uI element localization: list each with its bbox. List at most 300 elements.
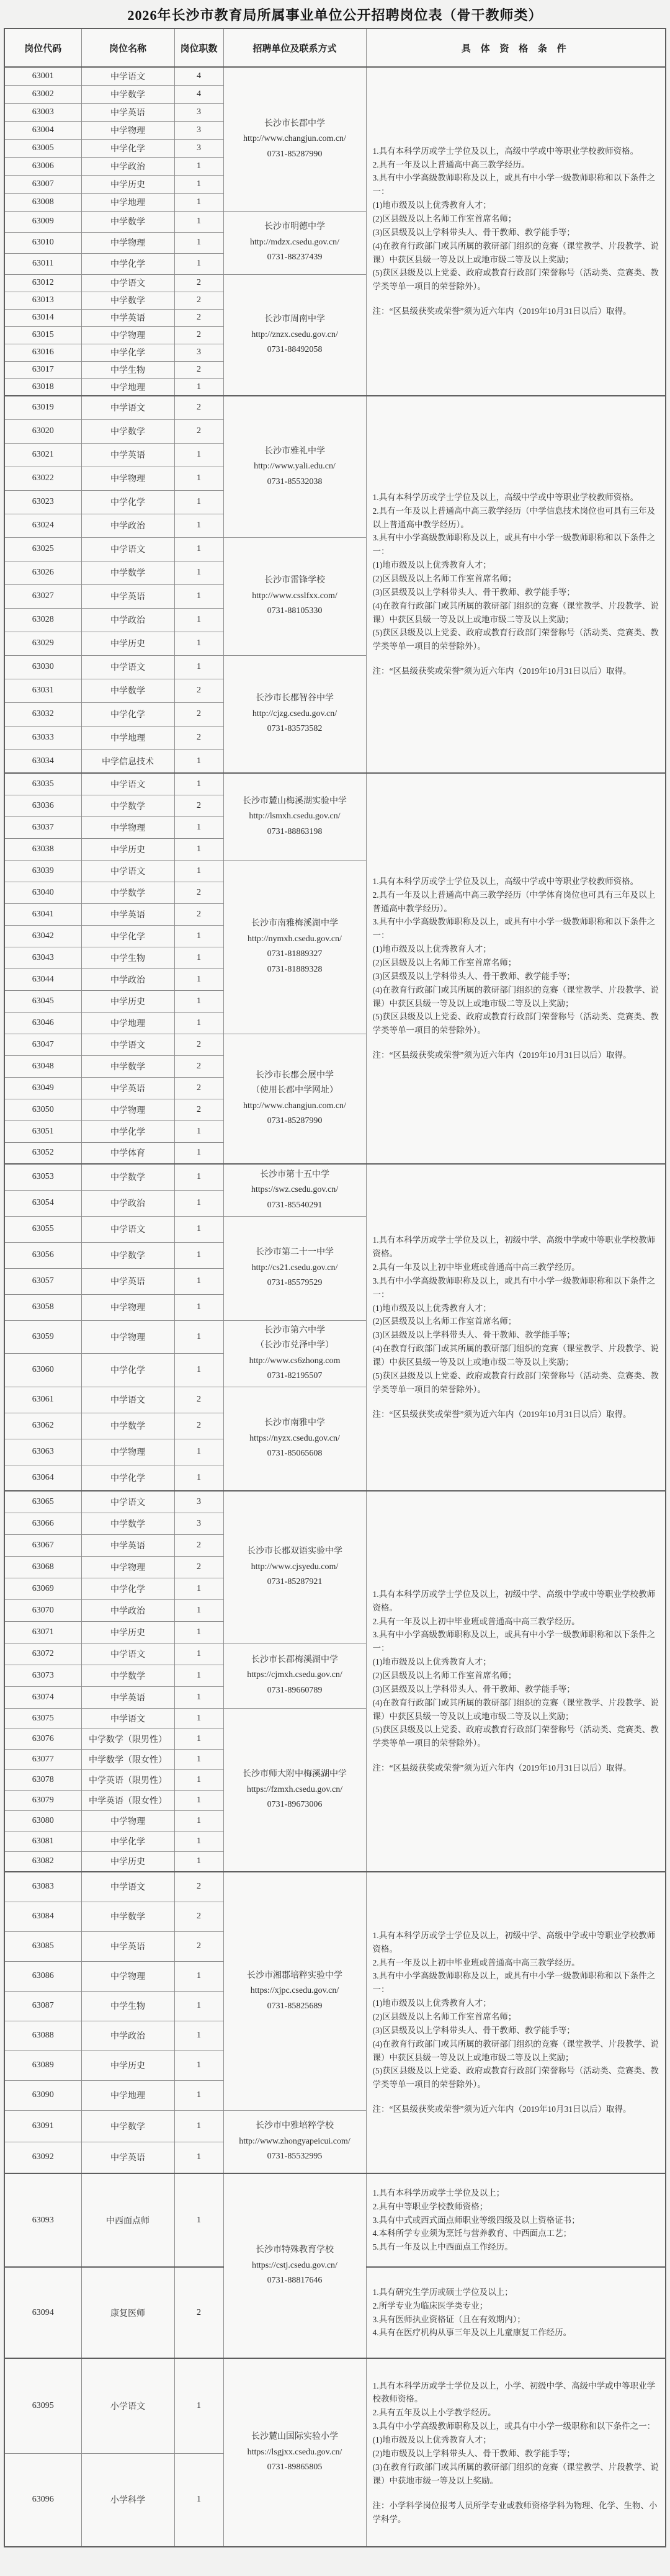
qual-spacer bbox=[373, 2487, 659, 2498]
position-name: 中学信息技术 bbox=[81, 749, 174, 773]
qual-line: (1)地市级及以上优秀教育人才； bbox=[372, 1657, 491, 1667]
position-count: 1 bbox=[174, 467, 223, 490]
position-code: 63030 bbox=[4, 655, 81, 679]
position-code: 63022 bbox=[4, 467, 81, 490]
qual-line: (2)区县级及以上名师工作室首席名师； bbox=[372, 1317, 517, 1326]
qual-line: (3)区县级及以上学科带头人、骨干教师、教学能手等； bbox=[372, 587, 575, 597]
school-url: http://cjzg.csedu.gov.cn/ bbox=[252, 709, 337, 718]
position-code: 63034 bbox=[4, 749, 81, 773]
position-count: 2 bbox=[174, 1387, 223, 1413]
position-count: 1 bbox=[174, 2142, 223, 2173]
position-count: 1 bbox=[174, 1465, 223, 1491]
school-name: 长沙市长郡会展中学 bbox=[256, 1070, 334, 1080]
position-code: 63064 bbox=[4, 1465, 81, 1491]
position-code: 63060 bbox=[4, 1354, 81, 1387]
position-name: 中学数学 bbox=[81, 679, 174, 702]
school-name: 长沙市第六中学 bbox=[264, 1325, 325, 1335]
position-name: 中学英语 bbox=[81, 1686, 174, 1708]
school-phone: 0731-88817646 bbox=[267, 2276, 323, 2286]
position-name: 中学政治 bbox=[81, 514, 174, 537]
position-count: 1 bbox=[174, 1790, 223, 1810]
position-code: 63045 bbox=[4, 990, 81, 1012]
position-code: 63039 bbox=[4, 860, 81, 882]
position-count: 1 bbox=[174, 2110, 223, 2142]
qual-line: (5)获区县级及以上党委、政府或教育行政部门荣誉称号（活动类、竞赛类、教学类等单一项目的荣誉除外）。 bbox=[372, 268, 659, 292]
qual-note: 注：小学科学岗位报考人员所学专业或教师资格学科为物理、化学、生物、小学科学。 bbox=[372, 2500, 658, 2524]
position-name: 中学物理 bbox=[81, 1439, 174, 1465]
position-count: 1 bbox=[174, 537, 223, 561]
qual-line: 1.具有本科学历或学士学位及以上，高级中学或中等职业学校教师资格。 bbox=[372, 146, 639, 156]
qual-line: 4.本科所学专业须为烹饪与营养教育、中西面点工艺； bbox=[372, 2229, 572, 2238]
school-phone: 0731-82195507 bbox=[267, 1371, 323, 1380]
position-name: 中学化学 bbox=[81, 702, 174, 726]
school-cell bbox=[223, 1216, 366, 1320]
school-name: （长沙市兑泽中学） bbox=[256, 1341, 334, 1350]
qual-line: (5)获区县级及以上党委、政府或教育行政部门荣誉称号（活动类、竞赛类、教学类等单一项目的荣誉除外）。 bbox=[372, 1725, 659, 1748]
school-url: http://www.changjun.com.cn/ bbox=[243, 134, 346, 143]
qual-line: (5)获区县级及以上党委、政府或教育行政部门荣誉称号（活动类、竞赛类、教学类等单一项目的荣誉除外）。 bbox=[372, 1012, 659, 1035]
qual-line: (3)区县级及以上学科带头人、骨干教师、教学能手等； bbox=[372, 2025, 575, 2035]
school-cell bbox=[223, 211, 366, 274]
position-name: 中学数学 bbox=[81, 1902, 174, 1931]
position-count: 1 bbox=[174, 1686, 223, 1708]
position-count: 1 bbox=[174, 1320, 223, 1354]
position-code: 63086 bbox=[4, 1961, 81, 1991]
position-code: 63087 bbox=[4, 1991, 81, 2021]
position-count: 1 bbox=[174, 816, 223, 838]
position-count: 2 bbox=[174, 702, 223, 726]
position-code: 63084 bbox=[4, 1902, 81, 1931]
position-count: 1 bbox=[174, 253, 223, 274]
col-header-qual: 具 体 资 格 条 件 bbox=[366, 29, 666, 67]
position-code: 63035 bbox=[4, 773, 81, 795]
position-name: 中学化学 bbox=[81, 1465, 174, 1491]
qual-line: 2.具有一年及以上普通高中高三教学经历（中学信息技术岗位也可具有三年及以上普通高中教学经历）。 bbox=[372, 506, 656, 529]
position-name: 中学数学 bbox=[81, 1055, 174, 1077]
position-count: 4 bbox=[174, 67, 223, 85]
position-name: 中学化学 bbox=[81, 1354, 174, 1387]
position-name: 康复医师 bbox=[81, 2267, 174, 2358]
position-count: 4 bbox=[174, 85, 223, 103]
qual-line: 2.具有中等职业学校教师资格； bbox=[372, 2201, 488, 2211]
position-code: 63053 bbox=[4, 1164, 81, 1190]
school-name: 长沙市雅礼中学 bbox=[264, 446, 325, 456]
position-name: 中学地理 bbox=[81, 193, 174, 211]
position-count: 2 bbox=[174, 1413, 223, 1439]
position-code: 63056 bbox=[4, 1242, 81, 1268]
position-count: 1 bbox=[174, 1665, 223, 1686]
school-name: 长沙市明德中学 bbox=[264, 222, 325, 232]
position-code: 63070 bbox=[4, 1599, 81, 1621]
position-count: 2 bbox=[174, 726, 223, 749]
position-code: 63032 bbox=[4, 702, 81, 726]
school-phone: 0731-88105330 bbox=[267, 606, 323, 616]
position-count: 1 bbox=[174, 1216, 223, 1242]
qual-line: (5)获区县级及以上党委、政府或教育行政部门荣誉称号（活动类、竞赛类、教学类等单一项目的荣誉除外）。 bbox=[372, 1371, 659, 1394]
school-cell bbox=[223, 1034, 366, 1164]
position-count: 3 bbox=[174, 344, 223, 361]
school-phone: 0731-85540291 bbox=[267, 1200, 323, 1210]
position-code: 63013 bbox=[4, 292, 81, 309]
position-name: 中学数学 bbox=[81, 211, 174, 232]
position-count: 1 bbox=[174, 514, 223, 537]
position-name: 中学体育 bbox=[81, 1142, 174, 1164]
position-code: 63049 bbox=[4, 1077, 81, 1099]
position-count: 2 bbox=[174, 795, 223, 816]
qualification-cell bbox=[366, 396, 666, 773]
position-count: 2 bbox=[174, 2267, 223, 2358]
position-count: 2 bbox=[174, 1534, 223, 1556]
qual-line: (3)区县级及以上学科带头人、骨干教师、教学能手等； bbox=[372, 1684, 575, 1694]
position-name: 中学数学（限女性） bbox=[81, 1749, 174, 1769]
position-count: 1 bbox=[174, 2358, 223, 2453]
qual-line: (3)区县级及以上学科带头人、骨干教师、教学能手等； bbox=[372, 227, 575, 237]
position-name: 中学英语 bbox=[81, 584, 174, 608]
position-count: 2 bbox=[174, 326, 223, 344]
position-count: 3 bbox=[174, 103, 223, 121]
position-name: 中学历史 bbox=[81, 838, 174, 860]
school-phone: 0731-85287921 bbox=[267, 1577, 323, 1586]
qual-spacer bbox=[373, 1397, 659, 1408]
position-code: 63082 bbox=[4, 1851, 81, 1872]
position-code: 63059 bbox=[4, 1320, 81, 1354]
position-count: 1 bbox=[174, 925, 223, 947]
position-count: 1 bbox=[174, 632, 223, 655]
position-count: 1 bbox=[174, 1599, 223, 1621]
qual-line: (4)在教育行政部门或其所属的教研部门组织的竞赛（课堂教学、片段教学、说课）中获区县级一等及以上或地市级二等及以上奖励； bbox=[372, 1344, 659, 1367]
qual-line: 1.具有本科学历或学士学位及以上，高级中学或中等职业学校教师资格。 bbox=[372, 876, 639, 886]
school-cell bbox=[223, 1491, 366, 1643]
position-name: 中学英语（限女性） bbox=[81, 1790, 174, 1810]
table-row bbox=[4, 396, 666, 419]
position-count: 1 bbox=[174, 1831, 223, 1851]
school-url: http://www.cjsyedu.com/ bbox=[251, 1562, 339, 1572]
position-count: 1 bbox=[174, 2080, 223, 2110]
position-name: 中学物理 bbox=[81, 1294, 174, 1320]
position-count: 1 bbox=[174, 838, 223, 860]
position-name: 中学语文 bbox=[81, 537, 174, 561]
position-code: 63046 bbox=[4, 1012, 81, 1034]
position-count: 1 bbox=[174, 1439, 223, 1465]
position-code: 63094 bbox=[4, 2267, 81, 2358]
position-count: 2 bbox=[174, 419, 223, 443]
school-name: 长沙市南雅梅溪湖中学 bbox=[251, 919, 338, 928]
position-code: 63036 bbox=[4, 795, 81, 816]
position-name: 中学数学 bbox=[81, 1413, 174, 1439]
school-cell bbox=[223, 2110, 366, 2173]
position-count: 1 bbox=[174, 232, 223, 253]
qual-line: 3.具有中小学高级教师职称及以上，或具有中小学一级教师职称和以下条件之一： bbox=[372, 1276, 656, 1299]
position-code: 63011 bbox=[4, 253, 81, 274]
position-code: 63047 bbox=[4, 1034, 81, 1055]
school-name: 长沙市第二十一中学 bbox=[256, 1248, 334, 1258]
school-phone: 0731-88863198 bbox=[267, 826, 323, 836]
qual-line: (3)在教育行政部门或其所属的教研部门组织的竞赛（课堂教学、片段教学、说课）中获地市级一等及以上奖励。 bbox=[372, 2462, 659, 2485]
position-code: 63085 bbox=[4, 1931, 81, 1961]
position-code: 63038 bbox=[4, 838, 81, 860]
qual-line: 3.具有医师执业资格证（且在有效期内）； bbox=[372, 2314, 525, 2324]
school-name: 长沙麓山国际实验小学 bbox=[251, 2432, 338, 2442]
position-name: 中学数学 bbox=[81, 292, 174, 309]
position-name: 中学数学（限男性） bbox=[81, 1729, 174, 1749]
position-count: 2 bbox=[174, 1902, 223, 1931]
position-code: 63048 bbox=[4, 1055, 81, 1077]
position-code: 63092 bbox=[4, 2142, 81, 2173]
qual-spacer bbox=[373, 293, 659, 305]
school-name: 长沙市麓山梅溪湖实验中学 bbox=[243, 796, 347, 806]
position-name: 中学英语 bbox=[81, 309, 174, 326]
qual-line: (4)在教育行政部门或其所属的教研部门组织的竞赛（课堂教学、片段教学、说课）中获区县级一等及以上或地市级二等及以上奖励； bbox=[372, 2039, 659, 2062]
qual-note: 注：“区县级获奖或荣誉”须为近六年内（2019年10月31日以后）取得。 bbox=[372, 1409, 632, 1419]
position-code: 63077 bbox=[4, 1749, 81, 1769]
position-count: 1 bbox=[174, 490, 223, 514]
qual-line: (1)地市级及以上优秀教育人才； bbox=[372, 1998, 491, 2008]
position-count: 1 bbox=[174, 157, 223, 175]
position-count: 1 bbox=[174, 1142, 223, 1164]
position-count: 1 bbox=[174, 1851, 223, 1872]
position-name: 中学语文 bbox=[81, 655, 174, 679]
qual-line: 3.具有中小学高级教师职称及以上，或具有中小学一级职称和以下条件之一： bbox=[372, 2422, 656, 2431]
position-count: 2 bbox=[174, 1077, 223, 1099]
position-count: 1 bbox=[174, 2021, 223, 2051]
position-code: 63031 bbox=[4, 679, 81, 702]
qual-spacer bbox=[373, 1750, 659, 1761]
position-count: 2 bbox=[174, 1055, 223, 1077]
position-code: 63042 bbox=[4, 925, 81, 947]
school-url: http://lsmxh.csedu.gov.cn/ bbox=[249, 812, 341, 821]
school-phone: 0731-81889328 bbox=[267, 964, 323, 974]
position-count: 1 bbox=[174, 1729, 223, 1749]
position-code: 63072 bbox=[4, 1643, 81, 1665]
position-code: 63057 bbox=[4, 1268, 81, 1294]
qual-line: 5.具有一年及以上中西面点工作经历。 bbox=[372, 2242, 513, 2252]
table-row bbox=[4, 67, 666, 85]
school-cell bbox=[223, 537, 366, 655]
position-code: 63044 bbox=[4, 968, 81, 990]
position-count: 1 bbox=[174, 1621, 223, 1643]
table-row bbox=[4, 1491, 666, 1513]
qual-line: 2.具有一年及以上初中毕业班或普通高中高三教学经历。 bbox=[372, 1957, 580, 1967]
position-count: 3 bbox=[174, 1491, 223, 1513]
qual-line: 3.具有中小学高级教师职称及以上，或具有中小学一级教师职称和以下条件之一： bbox=[372, 173, 656, 197]
position-name: 中学数学 bbox=[81, 795, 174, 816]
position-name: 中学数学 bbox=[81, 2110, 174, 2142]
qual-line: (1)地市级及以上优秀教育人才； bbox=[372, 1303, 491, 1313]
position-count: 3 bbox=[174, 1513, 223, 1534]
position-count: 2 bbox=[174, 903, 223, 925]
school-url: http://www.yali.edu.cn/ bbox=[254, 462, 336, 471]
school-cell bbox=[223, 274, 366, 396]
position-name: 中学历史 bbox=[81, 990, 174, 1012]
position-code: 63008 bbox=[4, 193, 81, 211]
position-name: 中学数学 bbox=[81, 1242, 174, 1268]
position-name: 中学物理 bbox=[81, 326, 174, 344]
position-name: 中学化学 bbox=[81, 1120, 174, 1142]
school-cell bbox=[223, 2173, 366, 2358]
position-code: 63088 bbox=[4, 2021, 81, 2051]
position-name: 中学英语 bbox=[81, 1534, 174, 1556]
position-code: 63055 bbox=[4, 1216, 81, 1242]
qual-line: 2.具有一年及以上普通高中高三教学经历。 bbox=[372, 159, 530, 169]
qual-note: 注：“区县级获奖或荣誉”须为近六年内（2019年10月31日以后）取得。 bbox=[372, 1050, 632, 1060]
position-code: 63043 bbox=[4, 947, 81, 968]
position-count: 1 bbox=[174, 968, 223, 990]
position-name: 中西面点师 bbox=[81, 2173, 174, 2267]
qual-line: 1.具有本科学历或学士学位及以上，小学、初级中学、高级中学或中等职业学校教师资格。 bbox=[372, 2381, 656, 2404]
position-code: 63027 bbox=[4, 584, 81, 608]
position-name: 中学语文 bbox=[81, 1387, 174, 1413]
position-code: 63081 bbox=[4, 1831, 81, 1851]
school-phone: 0731-85532038 bbox=[267, 476, 323, 486]
position-code: 63017 bbox=[4, 361, 81, 378]
position-name: 中学英语 bbox=[81, 1077, 174, 1099]
position-name: 小学语文 bbox=[81, 2358, 174, 2453]
position-code: 63068 bbox=[4, 1556, 81, 1578]
position-code: 63005 bbox=[4, 139, 81, 157]
position-code: 63003 bbox=[4, 103, 81, 121]
position-count: 1 bbox=[174, 561, 223, 584]
school-cell bbox=[223, 773, 366, 860]
position-name: 中学历史 bbox=[81, 1621, 174, 1643]
position-code: 63076 bbox=[4, 1729, 81, 1749]
qual-line: 2.具有一年及以上初中毕业班或普通高中高三教学经历。 bbox=[372, 1616, 580, 1626]
school-cell bbox=[223, 396, 366, 537]
qualification-cell bbox=[366, 67, 666, 396]
school-url: https://swz.csedu.gov.cn/ bbox=[251, 1185, 339, 1194]
position-count: 2 bbox=[174, 309, 223, 326]
school-cell bbox=[223, 1387, 366, 1491]
position-code: 63040 bbox=[4, 882, 81, 903]
position-name: 中学物理 bbox=[81, 1961, 174, 1991]
position-name: 中学数学 bbox=[81, 882, 174, 903]
position-code: 63089 bbox=[4, 2051, 81, 2080]
qual-spacer bbox=[373, 653, 659, 664]
school-phone: 0731-85579529 bbox=[267, 1278, 323, 1288]
position-name: 中学地理 bbox=[81, 726, 174, 749]
position-name: 中学政治 bbox=[81, 2021, 174, 2051]
position-code: 63090 bbox=[4, 2080, 81, 2110]
school-name: （使用长郡中学网址） bbox=[251, 1086, 338, 1096]
position-count: 2 bbox=[174, 882, 223, 903]
position-name: 中学语文 bbox=[81, 67, 174, 85]
position-count: 1 bbox=[174, 443, 223, 467]
position-count: 1 bbox=[174, 211, 223, 232]
position-count: 2 bbox=[174, 1556, 223, 1578]
qual-line: (5)获区县级及以上党委、政府或教育行政部门荣誉称号（活动类、竞赛类、教学类等单一项目的荣誉除外）。 bbox=[372, 628, 659, 651]
school-url: http://www.csslfxx.com/ bbox=[252, 591, 337, 601]
position-count: 3 bbox=[174, 121, 223, 139]
position-count: 2 bbox=[174, 396, 223, 419]
position-name: 中学语文 bbox=[81, 1643, 174, 1665]
position-name: 中学语文 bbox=[81, 1872, 174, 1902]
school-phone: 0731-85532995 bbox=[267, 2152, 323, 2161]
position-name: 中学英语 bbox=[81, 2142, 174, 2173]
position-name: 中学生物 bbox=[81, 947, 174, 968]
table-row bbox=[4, 773, 666, 795]
position-name: 中学政治 bbox=[81, 1190, 174, 1216]
position-name: 中学政治 bbox=[81, 968, 174, 990]
position-code: 63052 bbox=[4, 1142, 81, 1164]
table-row bbox=[4, 2173, 666, 2267]
position-count: 2 bbox=[174, 1034, 223, 1055]
qual-line: 3.具有中式或西式面点师职业等级四级及以上资格证书； bbox=[372, 2215, 580, 2225]
position-code: 63024 bbox=[4, 514, 81, 537]
position-code: 63074 bbox=[4, 1686, 81, 1708]
position-count: 1 bbox=[174, 175, 223, 193]
school-name: 长沙市南雅中学 bbox=[264, 1418, 325, 1428]
table-body bbox=[4, 67, 666, 2547]
qual-line: 4.具有在医疗机构从事三年及以上儿童康复工作经历。 bbox=[372, 2328, 572, 2338]
qual-line: (3)区县级及以上学科带头人、骨干教师、教学能手等； bbox=[372, 1330, 575, 1340]
position-code: 63079 bbox=[4, 1790, 81, 1810]
position-name: 中学数学 bbox=[81, 561, 174, 584]
position-code: 63050 bbox=[4, 1099, 81, 1120]
position-name: 中学地理 bbox=[81, 2080, 174, 2110]
qual-line: 2.所学专业为临床医学类专业； bbox=[372, 2301, 488, 2310]
position-name: 中学物理 bbox=[81, 816, 174, 838]
qualification-cell bbox=[366, 1872, 666, 2173]
qual-line: (2)区县级及以上名师工作室首席名师； bbox=[372, 573, 517, 583]
school-cell bbox=[223, 1320, 366, 1387]
school-cell bbox=[223, 1708, 366, 1872]
qual-line: (4)在教育行政部门或其所属的教研部门组织的竞赛（课堂教学、片段教学、说课）中获区县级一等及以上或地市级二等及以上奖励； bbox=[372, 1697, 659, 1721]
position-code: 63091 bbox=[4, 2110, 81, 2142]
position-name: 中学英语 bbox=[81, 903, 174, 925]
position-name: 中学历史 bbox=[81, 2051, 174, 2080]
position-count: 1 bbox=[174, 1268, 223, 1294]
school-url: https://fzmxh.csedu.gov.cn/ bbox=[246, 1784, 343, 1794]
school-url: https://xjpc.csedu.gov.cn/ bbox=[250, 1986, 339, 1995]
position-name: 中学数学 bbox=[81, 1665, 174, 1686]
position-count: 2 bbox=[174, 361, 223, 378]
position-code: 63006 bbox=[4, 157, 81, 175]
position-name: 中学语文 bbox=[81, 1708, 174, 1729]
position-count: 1 bbox=[174, 1578, 223, 1599]
qualification-cell bbox=[366, 2267, 666, 2358]
position-code: 63018 bbox=[4, 378, 81, 396]
position-code: 63020 bbox=[4, 419, 81, 443]
qual-spacer bbox=[373, 2091, 659, 2103]
qual-line: 2.具有五年及以上小学教学经历。 bbox=[372, 2408, 496, 2418]
qual-line: 1.具有本科学历或学士学位及以上，初级中学、高级中学或中等职业学校教师资格。 bbox=[372, 1930, 656, 1954]
position-count: 2 bbox=[174, 1931, 223, 1961]
table-row bbox=[4, 1872, 666, 1902]
qual-line: 1.具有本科学历或学士学位及以上，高级中学或中等职业学校教师资格。 bbox=[372, 492, 639, 502]
position-code: 63080 bbox=[4, 1810, 81, 1831]
position-code: 63023 bbox=[4, 490, 81, 514]
position-code: 63066 bbox=[4, 1513, 81, 1534]
qualification-cell bbox=[366, 1164, 666, 1491]
qual-line: 3.具有中小学高级教师职称及以上，或具有中小学一级教师职称和以下条件之一： bbox=[372, 917, 656, 941]
school-cell bbox=[223, 655, 366, 773]
qual-line: 3.具有中小学高级教师职称及以上，或具有中小学一级教师职称和以下条件之一： bbox=[372, 1630, 656, 1653]
position-count: 1 bbox=[174, 2051, 223, 2080]
position-code: 63026 bbox=[4, 561, 81, 584]
qual-line: (1)地市级及以上优秀教育人才； bbox=[372, 560, 491, 570]
table-row bbox=[4, 1164, 666, 1190]
school-url: https://nyzx.csedu.gov.cn/ bbox=[249, 1433, 340, 1443]
position-name: 中学物理 bbox=[81, 121, 174, 139]
position-count: 1 bbox=[174, 655, 223, 679]
school-url: https://lsgjxx.csedu.gov.cn/ bbox=[247, 2447, 342, 2457]
position-count: 1 bbox=[174, 1354, 223, 1387]
positions-table bbox=[4, 28, 666, 2547]
position-name: 中学语文 bbox=[81, 274, 174, 292]
position-name: 中学数学 bbox=[81, 1513, 174, 1534]
position-count: 1 bbox=[174, 1120, 223, 1142]
school-name: 长沙市特殊教育学校 bbox=[256, 2245, 334, 2255]
position-code: 63073 bbox=[4, 1665, 81, 1686]
